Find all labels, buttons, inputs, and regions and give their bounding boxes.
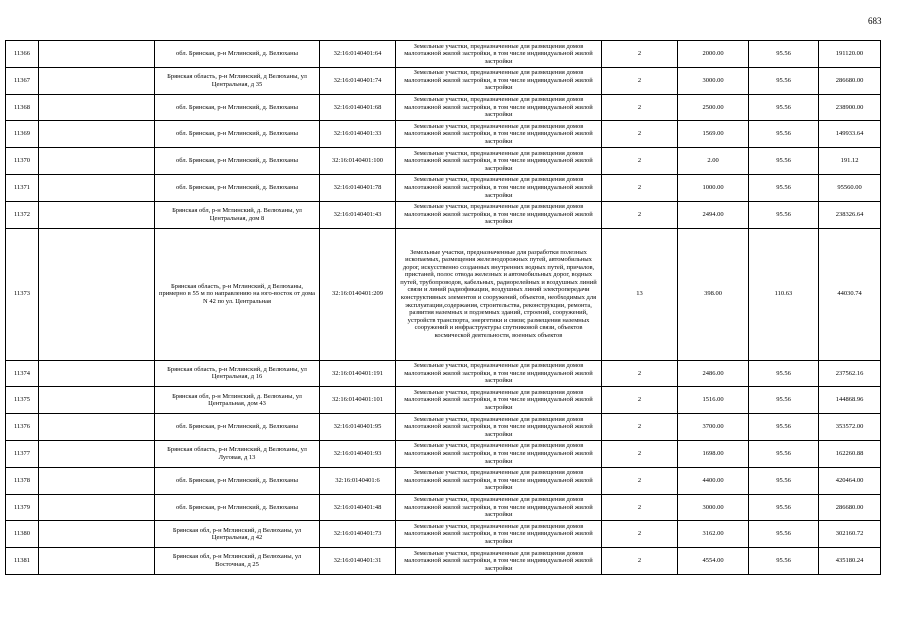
- cell-area: 2.00: [678, 148, 749, 175]
- cell-area: 398.00: [678, 228, 749, 360]
- cell-specific-value: 95.56: [749, 174, 819, 201]
- cell-area: 3000.00: [678, 67, 749, 94]
- cell-cadastral-number: 32:16:0140401:74: [320, 67, 396, 94]
- cell-group: 13: [602, 228, 678, 360]
- cell-cadastral-value: 420464.00: [819, 467, 881, 494]
- cell-group: 2: [602, 121, 678, 148]
- cell-spacer: [39, 41, 155, 68]
- table-row: [6, 360, 881, 387]
- cell-group: 2: [602, 440, 678, 467]
- cell-area: 3700.00: [678, 414, 749, 441]
- cell-row-number: 11372: [6, 201, 39, 228]
- cell-permitted-use: Земельные участки, предназначенные для размещения домов малоэтажной жилой застройки, в том числе индивидуальной жилой застройки: [396, 201, 602, 228]
- cell-permitted-use: Земельные участки, предназначенные для размещения домов малоэтажной жилой застройки, в том числе индивидуальной жилой застройки: [396, 467, 602, 494]
- cell-address: обл. Брянская, р-н Мглинский, д. Велюханы: [155, 467, 320, 494]
- cell-address: обл. Брянская, р-н Мглинский, д. Велюханы: [155, 494, 320, 521]
- table-row: [6, 387, 881, 414]
- cell-group: 2: [602, 387, 678, 414]
- cell-specific-value: 95.56: [749, 360, 819, 387]
- cell-row-number: 11370: [6, 148, 39, 175]
- cell-address: обл. Брянская, р-н Мглинский, д. Велюханы: [155, 148, 320, 175]
- cell-cadastral-value: 238326.64: [819, 201, 881, 228]
- cell-group: 2: [602, 494, 678, 521]
- cell-row-number: 11367: [6, 67, 39, 94]
- cell-row-number: 11366: [6, 41, 39, 68]
- cell-address: Брянская обл, р-н Мглинский, д. Велюханы, ул Центральная, дом 8: [155, 201, 320, 228]
- cell-group: 2: [602, 94, 678, 121]
- cell-cadastral-number: 32:16:0140401:93: [320, 440, 396, 467]
- cell-address: Брянская обл, р-н Мглинский, д. Велюханы, ул Центральная, дом 43: [155, 387, 320, 414]
- cell-cadastral-value: 302160.72: [819, 521, 881, 548]
- cell-row-number: 11376: [6, 414, 39, 441]
- cell-address: Брянская область, р-н Мглинский, д Велюханы, ул Центральная, д 35: [155, 67, 320, 94]
- cell-cadastral-number: 32:16:0140401:33: [320, 121, 396, 148]
- cell-group: 2: [602, 41, 678, 68]
- cell-specific-value: 95.56: [749, 41, 819, 68]
- cell-cadastral-value: 162260.88: [819, 440, 881, 467]
- cell-address: обл. Брянская, р-н Мглинский, д. Велюханы: [155, 121, 320, 148]
- cell-cadastral-value: 237562.16: [819, 360, 881, 387]
- cell-specific-value: 95.56: [749, 94, 819, 121]
- cell-group: 2: [602, 148, 678, 175]
- cell-cadastral-number: 32:16:0140401:101: [320, 387, 396, 414]
- cell-spacer: [39, 174, 155, 201]
- cell-group: 2: [602, 67, 678, 94]
- cell-address: обл. Брянская, р-н Мглинский, д. Велюханы: [155, 414, 320, 441]
- cell-area: 1000.00: [678, 174, 749, 201]
- cell-permitted-use: Земельные участки, предназначенные для размещения домов малоэтажной жилой застройки, в том числе индивидуальной жилой застройки: [396, 521, 602, 548]
- cell-cadastral-value: 144868.96: [819, 387, 881, 414]
- cell-address: Брянская обл, р-н Мглинский, д Велюханы, ул Центральная, д 42: [155, 521, 320, 548]
- cell-area: 3162.00: [678, 521, 749, 548]
- cell-cadastral-number: 32:16:0140401:78: [320, 174, 396, 201]
- cell-cadastral-value: 435180.24: [819, 548, 881, 575]
- cell-spacer: [39, 67, 155, 94]
- cell-address: Брянская область, р-н Мглинский, д Велюханы, ул Луговая, д 13: [155, 440, 320, 467]
- cell-specific-value: 110.63: [749, 228, 819, 360]
- cell-cadastral-value: 191120.00: [819, 41, 881, 68]
- table-row: [6, 467, 881, 494]
- table-row: [6, 121, 881, 148]
- cell-permitted-use: Земельные участки, предназначенные для размещения домов малоэтажной жилой застройки, в том числе индивидуальной жилой застройки: [396, 148, 602, 175]
- cell-row-number: 11380: [6, 521, 39, 548]
- cell-specific-value: 95.56: [749, 548, 819, 575]
- cell-area: 4554.00: [678, 548, 749, 575]
- table-row: [6, 494, 881, 521]
- cell-area: 2486.00: [678, 360, 749, 387]
- cell-permitted-use: Земельные участки, предназначенные для размещения домов малоэтажной жилой застройки, в том числе индивидуальной жилой застройки: [396, 67, 602, 94]
- cell-row-number: 11377: [6, 440, 39, 467]
- cell-cadastral-number: 32:16:0140401:43: [320, 201, 396, 228]
- cell-cadastral-number: 32:16:0140401:68: [320, 94, 396, 121]
- table-row: [6, 201, 881, 228]
- cell-specific-value: 95.56: [749, 494, 819, 521]
- cell-specific-value: 95.56: [749, 67, 819, 94]
- cell-cadastral-value: 286680.00: [819, 494, 881, 521]
- table-row: [6, 414, 881, 441]
- cell-row-number: 11368: [6, 94, 39, 121]
- cell-specific-value: 95.56: [749, 148, 819, 175]
- cell-cadastral-value: 353572.00: [819, 414, 881, 441]
- cell-specific-value: 95.56: [749, 121, 819, 148]
- cell-row-number: 11371: [6, 174, 39, 201]
- cell-cadastral-number: 32:16:0140401:100: [320, 148, 396, 175]
- cell-row-number: 11378: [6, 467, 39, 494]
- cell-row-number: 11381: [6, 548, 39, 575]
- cell-specific-value: 95.56: [749, 201, 819, 228]
- cadastral-value-table: [5, 40, 881, 575]
- cell-permitted-use: Земельные участки, предназначенные для размещения домов малоэтажной жилой застройки, в том числе индивидуальной жилой застройки: [396, 440, 602, 467]
- cell-cadastral-value: 286680.00: [819, 67, 881, 94]
- cell-area: 1516.00: [678, 387, 749, 414]
- cell-cadastral-number: 32:16:0140401:31: [320, 548, 396, 575]
- cell-spacer: [39, 467, 155, 494]
- table-body: [6, 41, 881, 575]
- cell-cadastral-number: 32:16:0140401:73: [320, 521, 396, 548]
- cell-area: 2500.00: [678, 94, 749, 121]
- cell-group: 2: [602, 174, 678, 201]
- table-row: [6, 148, 881, 175]
- cell-specific-value: 95.56: [749, 440, 819, 467]
- cell-group: 2: [602, 521, 678, 548]
- cell-spacer: [39, 387, 155, 414]
- cell-cadastral-value: 149933.64: [819, 121, 881, 148]
- cell-permitted-use: Земельные участки, предназначенные для размещения домов малоэтажной жилой застройки, в том числе индивидуальной жилой застройки: [396, 121, 602, 148]
- cell-permitted-use: Земельные участки, предназначенные для размещения домов малоэтажной жилой застройки, в том числе индивидуальной жилой застройки: [396, 360, 602, 387]
- cell-area: 2494.00: [678, 201, 749, 228]
- table-row: [6, 548, 881, 575]
- cell-spacer: [39, 228, 155, 360]
- cell-spacer: [39, 94, 155, 121]
- cell-specific-value: 95.56: [749, 521, 819, 548]
- cell-group: 2: [602, 467, 678, 494]
- cell-permitted-use: Земельные участки, предназначенные для размещения домов малоэтажной жилой застройки, в том числе индивидуальной жилой застройки: [396, 548, 602, 575]
- cell-spacer: [39, 494, 155, 521]
- cell-group: 2: [602, 360, 678, 387]
- cell-spacer: [39, 201, 155, 228]
- cell-permitted-use: Земельные участки, предназначенные для размещения домов малоэтажной жилой застройки, в том числе индивидуальной жилой застройки: [396, 414, 602, 441]
- table-row: [6, 521, 881, 548]
- cell-permitted-use: Земельные участки, предназначенные для размещения домов малоэтажной жилой застройки, в том числе индивидуальной жилой застройки: [396, 94, 602, 121]
- cell-specific-value: 95.56: [749, 414, 819, 441]
- cell-row-number: 11374: [6, 360, 39, 387]
- cell-permitted-use: Земельные участки, предназначенные для размещения домов малоэтажной жилой застройки, в том числе индивидуальной жилой застройки: [396, 387, 602, 414]
- table-row: [6, 94, 881, 121]
- cell-specific-value: 95.56: [749, 387, 819, 414]
- cell-spacer: [39, 548, 155, 575]
- cell-row-number: 11369: [6, 121, 39, 148]
- cell-address: Брянская обл, р-н Мглинский, д Велюханы, ул Восточная, д 25: [155, 548, 320, 575]
- cell-row-number: 11375: [6, 387, 39, 414]
- cell-cadastral-number: 32:16:0140401:95: [320, 414, 396, 441]
- cell-permitted-use: Земельные участки, предназначенные для размещения домов малоэтажной жилой застройки, в том числе индивидуальной жилой застройки: [396, 174, 602, 201]
- table-row: [6, 174, 881, 201]
- table-row: [6, 67, 881, 94]
- cell-permitted-use: Земельные участки, предназначенные для размещения домов малоэтажной жилой застройки, в том числе индивидуальной жилой застройки: [396, 494, 602, 521]
- cell-area: 1569.00: [678, 121, 749, 148]
- cell-address: Брянская область, р-н Мглинский, д Велюханы, ул Центральная, д 16: [155, 360, 320, 387]
- cell-area: 4400.00: [678, 467, 749, 494]
- cell-spacer: [39, 521, 155, 548]
- cell-permitted-use: Земельные участки, предназначенные для размещения домов малоэтажной жилой застройки, в том числе индивидуальной жилой застройки: [396, 41, 602, 68]
- cell-cadastral-number: 32:16:0140401:64: [320, 41, 396, 68]
- cell-cadastral-number: 32:16:0140401:6: [320, 467, 396, 494]
- cell-group: 2: [602, 414, 678, 441]
- cell-row-number: 11373: [6, 228, 39, 360]
- cell-area: 2000.00: [678, 41, 749, 68]
- cell-cadastral-value: 44030.74: [819, 228, 881, 360]
- cell-group: 2: [602, 548, 678, 575]
- cell-spacer: [39, 360, 155, 387]
- cell-area: 3000.00: [678, 494, 749, 521]
- table-row: [6, 440, 881, 467]
- cell-cadastral-number: 32:16:0140401:209: [320, 228, 396, 360]
- cell-row-number: 11379: [6, 494, 39, 521]
- cell-cadastral-number: 32:16:0140401:191: [320, 360, 396, 387]
- cell-address: обл. Брянская, р-н Мглинский, д. Велюханы: [155, 41, 320, 68]
- cell-cadastral-value: 238900.00: [819, 94, 881, 121]
- cell-spacer: [39, 121, 155, 148]
- cell-spacer: [39, 148, 155, 175]
- cell-address: Брянская область, р-н Мглинский, д Велюханы, примерно в 55 м по направлению на юго-восток от дома N 42 по ул. Центральная: [155, 228, 320, 360]
- page-number: 683: [868, 16, 882, 26]
- cell-cadastral-value: 95560.00: [819, 174, 881, 201]
- cell-cadastral-number: 32:16:0140401:48: [320, 494, 396, 521]
- cell-address: обл. Брянская, р-н Мглинский, д. Велюханы: [155, 94, 320, 121]
- table-row: [6, 41, 881, 68]
- cell-specific-value: 95.56: [749, 467, 819, 494]
- cell-group: 2: [602, 201, 678, 228]
- cell-spacer: [39, 414, 155, 441]
- table-row: [6, 228, 881, 360]
- cell-cadastral-value: 191.12: [819, 148, 881, 175]
- cell-permitted-use: Земельные участки, предназначенные для разработки полезных ископаемых, размещения железнодорожных путей, автомобильных дорог, искусственно созданных внутренних водных путей, причалов, пристаней, полос отвода железных и автомобильных дорог, водных путей, трубопроводов, кабельных, радиорелейных и воздушных линий связи и линий радиофикации, воздушных линий электропередачи конструктивных элементов и сооружений, объектов, необходимых для эксплуатации,содержания, строительства, реконструкции, ремонта, развития наземных и подземных зданий, строений, сооружений, устройств транспорта, энергетики и связи; размещения наземных сооружений и инфраструктуры спутниковой связи, объектов космической деятельности, военных объектов: [396, 228, 602, 360]
- cell-address: обл. Брянская, р-н Мглинский, д. Велюханы: [155, 174, 320, 201]
- cell-area: 1698.00: [678, 440, 749, 467]
- cell-spacer: [39, 440, 155, 467]
